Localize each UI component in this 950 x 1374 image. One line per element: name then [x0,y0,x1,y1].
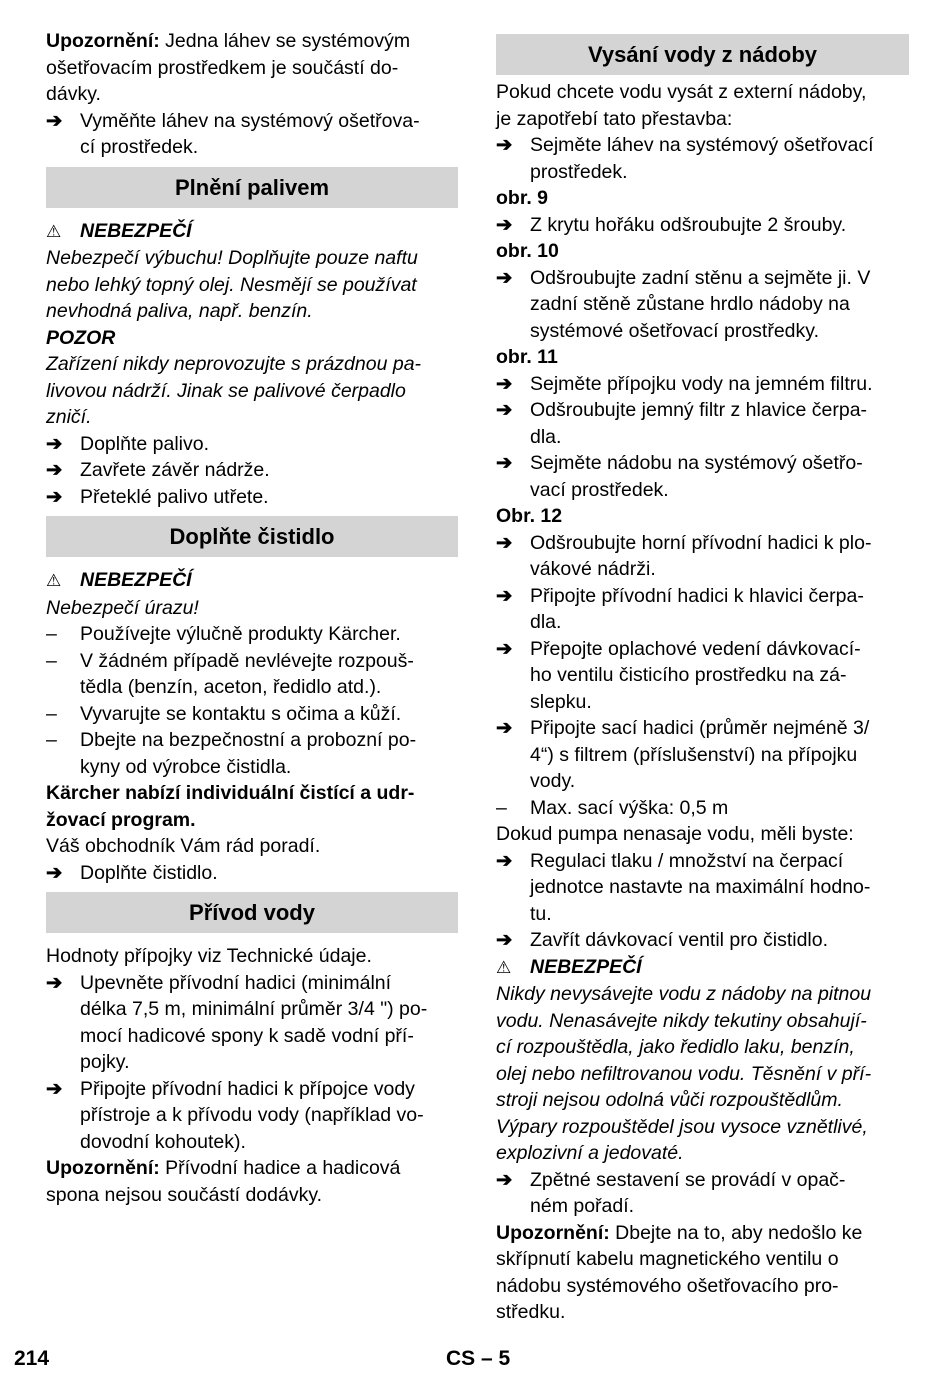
step-suction: ➔ Sejměte přípojku vody na jemném filtru. [496,371,909,398]
warning-icon: ⚠ [46,571,62,590]
step-detergent: ➔ Doplňte čistidlo. [46,860,458,887]
step-suction: ➔ Zavřít dávkovací ventil pro čistidlo. [496,927,909,954]
danger-label: ⚠ NEBEZPEČÍ [46,218,458,246]
arrow-icon: ➔ [46,485,63,508]
step-suction: ➔ Přepojte oplachové vedení dávkovací- [496,636,909,663]
step-suction: ➔ Z krytu hořáku odšroubujte 2 šrouby. [496,212,909,239]
step-suction: ➔ Připojte sací hadici (průměr nejméně 3/ [496,715,909,742]
arrow-icon: ➔ [496,929,513,951]
arrow-icon: ➔ [496,531,513,554]
note-cable: Upozornění: Dbejte na to, aby nedošlo ke [496,1221,863,1244]
heading-water-supply: Přívod vody [46,892,458,933]
step-suction: ➔ Zpětné sestavení se provádí v opač- [496,1167,909,1194]
arrow-icon: ➔ [46,861,63,884]
figure-ref: obr. 11 [496,346,558,368]
note-hose: Upozornění: Přívodní hadice a hadicová [46,1157,401,1179]
step-replace-bottle: ➔ Vyměňte láhev na systémový ošetřova- [46,108,458,135]
step-suction: ➔ Sejměte láhev na systémový ošetřovací [496,132,909,159]
arrow-icon: ➔ [496,134,513,156]
dash-item: – Používejte výlučně produkty Kärcher. [46,623,401,645]
step-suction: ➔ Odšroubujte zadní stěnu a sejměte ji. V [496,265,909,292]
step-fuel: ➔ Zavřete závěr nádrže. [46,457,458,484]
step-suction: ➔ Regulaci tlaku / množství na čerpací [496,848,909,875]
arrow-icon: ➔ [46,432,63,455]
step-water: ➔ Upevněte přívodní hadici (minimální [46,970,458,997]
step-suction: ➔ Sejměte nádobu na systémový ošetřo- [496,450,909,477]
step-fuel: ➔ Doplňte palivo. [46,431,458,458]
warning-icon: ⚠ [496,957,512,977]
step-suction: ➔ Připojte přívodní hadici k hlavici čerpa- [496,583,909,610]
right-column: Vysání vody z nádoby Pokud chcete vodu vysát z externí nádoby, je zapotřebí tato přestavba: ➔ Sejměte láhev na systémový ošetřovací prostředek. obr. 9 ➔ Z krytu hořáku odšroubujte 2 šrouby. obr. 10 ➔ Odšroubujte zadní stěnu a sejměte ji. V zadní stěně zůstane hrdlo nádoby na systémové ošetřovací prostředky. obr. 11 ➔ Sejměte přípojku vody na jemném filtru. ➔ Odšroubujte jemný filtr z hlavice čerpa- dla. ➔ Sejměte nádobu na systémový ošetřo- vací prostředek. Obr. 12 ➔ Odšroubujte horní přívodní hadici k plo- vákové nádrži. ➔ Připojte přívodní hadici k hlavici čerpa- dla. ➔ Přepojte oplachové vedení dávkovací- ho ventilu čisticího prostředku na zá- slepku. ➔ Připojte sací hadici (průměr nejméně 3/ 4“) s filtrem (příslušenství) na přípojku vody. – Max. sací výška: 0,5 m Dokud pumpa nenasaje vodu, měli byste: ➔ Regulaci tlaku / množství na čerpací jednotce nastavte na maximální hodno- tu. ➔ Zavřít dávkovací ventil pro čistidlo. ⚠ NEBEZPEČÍ Nikdy nevysávejte vodu z nádoby na pitnou vodu. Nenasávejte nikdy tekutiny obsahují- cí rozpouštědla, jako ředidlo laku, benzín, olej nebo nefiltrovanou vodu. Těsnění v pří- stroji nejsou odolná vůči rozpouštědlům. Výpary rozpouštědel jsou vysoce vznětlivé, explozivní a jedovaté. ➔ Zpětné sestavení se provádí v opač- ném pořadí. Upozornění: Dbejte na to, aby nedošlo ke skřípnutí kabelu magnetického ventilu o nádobu systémového ošetřovacího pro- středku. [496,28,909,1326]
dash-item: – Vyvarujte se kontaktu s očima a kůží. [46,702,402,725]
arrow-icon: ➔ [496,372,513,395]
arrow-icon: ➔ [496,213,513,236]
figure-ref: obr. 10 [496,240,559,262]
heading-suction: Vysání vody z nádoby [496,34,909,75]
note-bottle: Upozornění: Jedna láhev se systémovým [46,30,411,52]
arrow-icon: ➔ [496,717,513,739]
heading-detergent: Doplňte čistidlo [46,516,458,557]
step-suction: ➔ Odšroubujte horní přívodní hadici k plo- [496,530,909,557]
heading-fuel: Plnění palivem [46,167,458,208]
page-number: 214 [14,1347,50,1370]
arrow-icon: ➔ [496,1168,513,1191]
arrow-icon: ➔ [496,266,513,289]
caution-label: POZOR [46,326,116,349]
step-fuel: ➔ Přeteklé palivo utřete. [46,484,458,511]
warning-icon: ⚠ [46,221,62,241]
arrow-icon: ➔ [46,1077,63,1100]
arrow-icon: ➔ [496,399,513,421]
page-code: CS – 5 [446,1347,511,1370]
dash-item: – Dbejte na bezpečnostní a probozní po- [46,729,417,751]
arrow-icon: ➔ [46,971,63,994]
arrow-icon: ➔ [46,459,63,481]
dash-item: – Max. sací výška: 0,5 m [496,796,729,819]
dash-item: – V žádném případě nevlévejte rozpouš- [46,649,414,672]
figure-ref: Obr. 12 [496,505,563,527]
arrow-icon: ➔ [46,109,63,132]
arrow-icon: ➔ [496,452,513,474]
danger-label: ⚠ NEBEZPEČÍ [46,567,458,595]
step-suction: ➔ Odšroubujte jemný filtr z hlavice čerpa- [496,397,909,424]
danger-label: ⚠ NEBEZPEČÍ [496,954,909,982]
step-water: ➔ Připojte přívodní hadici k přípojce vody [46,1076,458,1103]
arrow-icon: ➔ [496,637,513,660]
arrow-icon: ➔ [496,584,513,607]
arrow-icon: ➔ [496,849,513,872]
figure-ref: obr. 9 [496,187,549,209]
left-column: Upozornění: Jedna láhev se systémovým ošetřovacím prostředkem je součástí do- dávky. ➔ Vyměňte láhev na systémový ošetřova- cí prostředek. Plnění palivem ⚠ NEBEZPEČÍ Nebezpečí výbuchu! Doplňujte pouze naftu nebo lehký topný olej. Nesmějí se používat nevhodná paliva, např. benzín. POZOR Zařízení nikdy neprovozujte s prázdnou pa- livovou nádrží. Jinak se palivové čerpadlo zničí. ➔ Doplňte palivo. ➔ Zavřete závěr nádrže. ➔ Přeteklé palivo utřete. Doplňte čistidlo ⚠ NEBEZPEČÍ Nebezpečí úrazu! – Používejte výlučně produkty Kärcher. – V žádném případě nevlévejte rozpouš- tědla (benzín, aceton, ředidlo atd.). – Vyvarujte se kontaktu s očima a kůží. – Dbejte na bezpečnostní a probozní po- kyny od výrobce čistidla. Kärcher nabízí individuální čistící a udr- žovací program. Váš obchodník Vám rád poradí. ➔ Doplňte čistidlo. Přívod vody Hodnoty přípojky viz Technické údaje. ➔ Upevněte přívodní hadici (minimální délka 7,5 m, minimální průměr 3/4 ") po- mocí hadicové spony k sadě vodní pří- pojky. ➔ Připojte přívodní hadici k přípojce vody přístroje a k přívodu vody (například vo- dovodní kohoutek). Upozornění: Přívodní hadice a hadicová spona nejsou součástí dodávky. [46,28,458,1208]
